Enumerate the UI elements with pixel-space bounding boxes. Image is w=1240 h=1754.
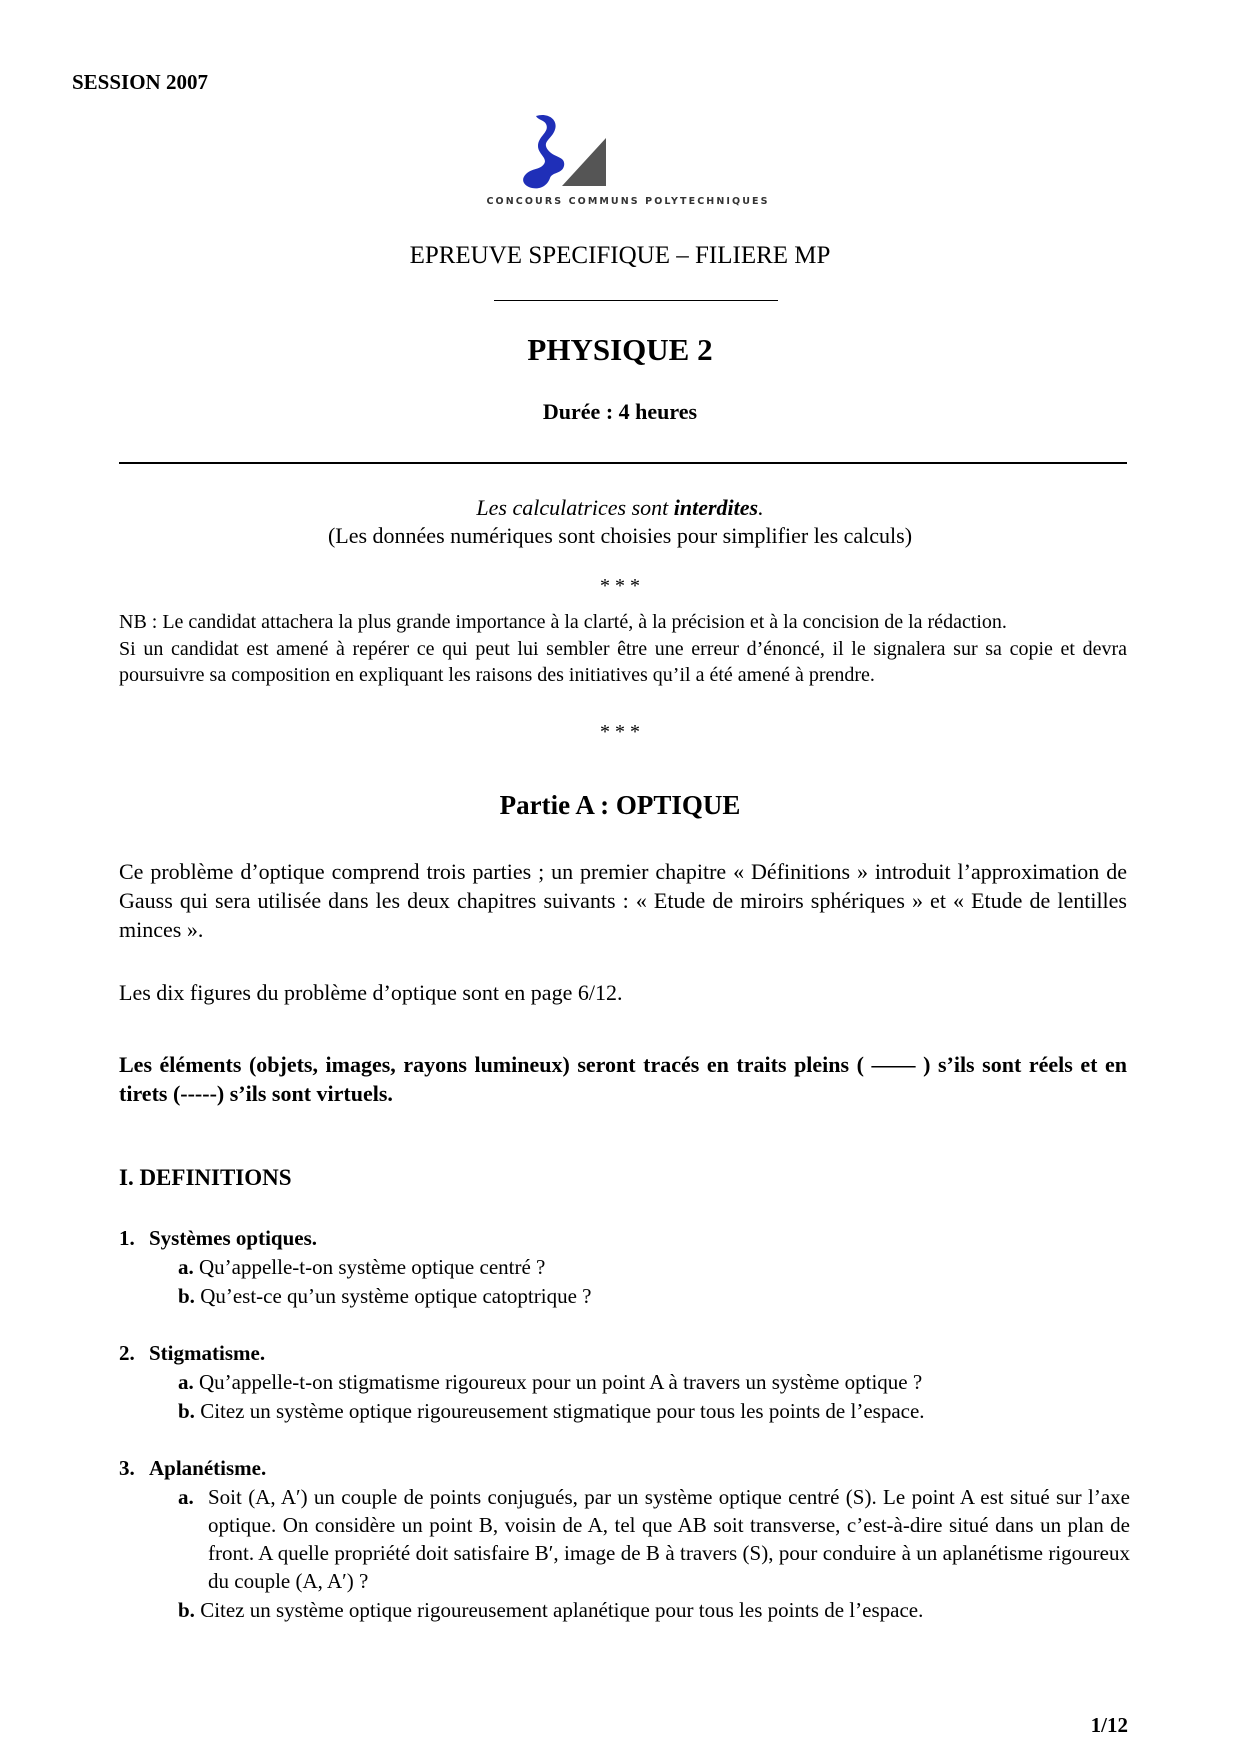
figures-text: Les dix figures du problème d’optique sont en page 6/12.: [119, 980, 623, 1005]
item-text: Soit (A, A′) un couple de points conjugués, par un système optique centré (S). Le point A est situé sur l’axe optique. On considère un point B, voisin de A, tel que AB soit transverse, c’est-à-dire situé dans un plan de front. A quelle propriété doit satisfaire B′, image de B à travers (S), pour conduire à un aplanétisme rigoureux du couple (A, A′) ?: [208, 1485, 1130, 1593]
item-label: a.: [178, 1370, 194, 1394]
question-number: 1.: [119, 1226, 135, 1250]
nb-block: [119, 609, 1127, 689]
drawing-rules-paragraph: [119, 1050, 1127, 1108]
question-title: Stigmatisme.: [149, 1341, 266, 1365]
exam-type: EPREUVE SPECIFIQUE – FILIERE MP: [409, 242, 831, 269]
session-label: SESSION 2007: [72, 70, 208, 94]
nb-paragraph-1: NB : Le candidat attachera la plus grande importance à la clarté, à la précision et à la concision de la rédaction.: [119, 611, 1007, 633]
item-text: Citez un système optique rigoureusement aplanétique pour tous les points de l’espace.: [200, 1598, 924, 1622]
question-3-heading: [119, 1456, 266, 1481]
item-label: b.: [178, 1598, 195, 1622]
question-title: Aplanétisme.: [149, 1456, 267, 1480]
page-number: 1/12: [1090, 1713, 1128, 1737]
question-3a: [178, 1483, 1130, 1595]
question-number: 3.: [119, 1456, 135, 1480]
question-title: Systèmes optiques.: [149, 1226, 318, 1250]
ccp-logo: [468, 112, 788, 212]
question-1a: [178, 1253, 1130, 1281]
separator-stars-top: * * *: [600, 575, 640, 597]
drawing-rules-text: Les éléments (objets, images, rayons lumineux) seront tracés en traits pleins ( ―― ) s’ils sont réels et en tirets (-----) s’ils sont virtuels.: [119, 1052, 1127, 1106]
section-title: I. DEFINITIONS: [119, 1165, 292, 1190]
separator-stars-bottom: * * *: [600, 721, 640, 743]
item-text: Citez un système optique rigoureusement stigmatique pour tous les points de l’espace.: [200, 1399, 925, 1423]
question-number: 2.: [119, 1341, 135, 1365]
question-1b: [178, 1282, 1130, 1310]
question-2b: [178, 1397, 1130, 1425]
item-text: Qu’appelle-t-on système optique centré ?: [199, 1255, 546, 1279]
exam-title: PHYSIQUE 2: [527, 332, 713, 367]
question-2a: [178, 1368, 1130, 1396]
exam-duration: Durée : 4 heures: [542, 399, 698, 424]
question-3b: [178, 1596, 1130, 1624]
calc-prefix: Les calculatrices sont: [476, 495, 674, 520]
intro-paragraph: [119, 857, 1127, 944]
calc-suffix: .: [758, 495, 764, 520]
item-text: Qu’appelle-t-on stigmatisme rigoureux pour un point A à travers un système optique ?: [199, 1370, 923, 1394]
part-title: Partie A : OPTIQUE: [499, 790, 741, 820]
figures-paragraph: [119, 978, 1127, 1007]
item-label: b.: [178, 1399, 195, 1423]
nb-paragraph-2: Si un candidat est amené à repérer ce qui peut lui sembler être une erreur d’énoncé, il le signalera sur sa copie et devra poursuivre sa composition en expliquant les raisons des initiatives qu’il a été amené à prendre.: [119, 637, 1127, 686]
intro-text: Ce problème d’optique comprend trois parties ; un premier chapitre « Définitions » introduit l’approximation de Gauss qui sera utilisée dans les deux chapitres suivants : « Etude de miroirs sphériques » et « Etude de lentilles minces ».: [119, 859, 1127, 942]
long-divider: [119, 462, 1127, 464]
numeric-data-note: (Les données numériques sont choisies pour simplifier les calculs): [327, 523, 913, 548]
item-label: b.: [178, 1284, 195, 1308]
item-label: a.: [178, 1255, 194, 1279]
ccp-logo-icon: [468, 112, 788, 196]
calculator-rule: [0, 495, 1240, 521]
logo-caption: CONCOURS COMMUNS POLYTECHNIQUES: [486, 196, 770, 207]
item-text: Qu’est-ce qu’un système optique catoptrique ?: [200, 1284, 592, 1308]
calc-bold: interdites: [673, 495, 759, 520]
short-divider: [494, 300, 778, 301]
item-label: a.: [178, 1485, 194, 1509]
question-1-heading: [119, 1226, 317, 1251]
question-2-heading: [119, 1341, 265, 1366]
